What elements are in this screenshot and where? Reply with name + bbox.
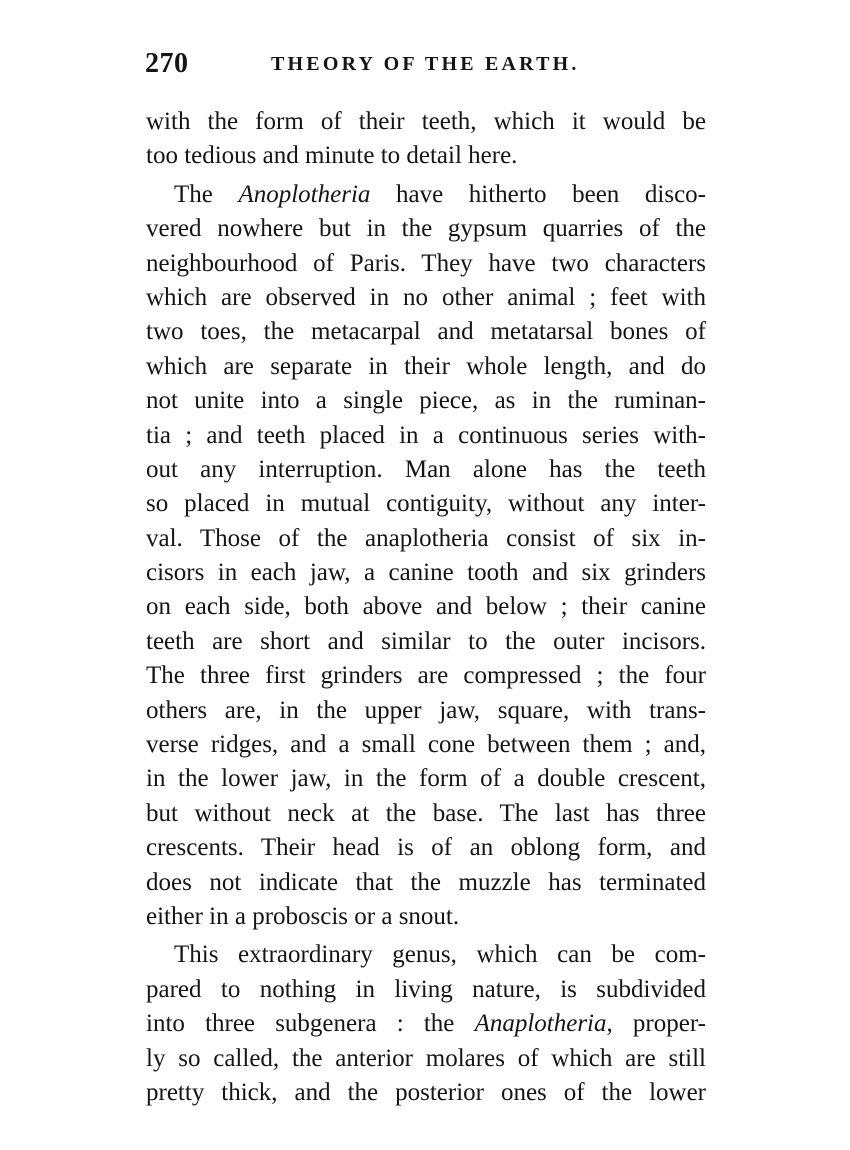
text-line: pretty thick, and the posterior ones of the lower (146, 1078, 706, 1106)
text-line: does not indicate that the muzzle has terminated (146, 868, 706, 896)
text-line: but without neck at the base. The last has three (146, 799, 706, 827)
text-line: The three first grinders are compressed ; the four (146, 662, 706, 690)
text-line: which are separate in their whole length, and do (146, 352, 706, 380)
text-line: into three subgenera : the Anaplotheria, proper- (146, 1010, 706, 1038)
italic-genus-name: Anoplotheria (238, 180, 371, 208)
text-line: so placed in mutual contiguity, without any inter- (146, 490, 706, 518)
text-line: tia ; and teeth placed in a continuous series with- (146, 421, 706, 449)
text-line: The Anoplotheria have hitherto been disco- (174, 180, 706, 208)
paragraph-1 (146, 105, 706, 174)
text-line: vered nowhere but in the gypsum quarries of the (146, 215, 706, 243)
text-line: on each side, both above and below ; their canine (146, 593, 706, 621)
text-line: pared to nothing in living nature, is subdivided (146, 975, 706, 1003)
running-head (145, 48, 705, 82)
text-line: not unite into a single piece, as in the ruminan- (146, 387, 706, 415)
paragraph-3 (146, 938, 706, 1110)
text-line: either in a proboscis or a snout. (146, 902, 460, 930)
italic-genus-name: Anaplotheria (474, 1010, 607, 1038)
text-line: verse ridges, and a small cone between them ; and, (146, 731, 706, 759)
text-line: val. Those of the anaplotheria consist of six in- (146, 524, 706, 552)
text-line: This extraordinary genus, which can be com- (174, 941, 706, 969)
text-line: ly so called, the anterior molares of which are still (146, 1044, 706, 1072)
text-line: neighbourhood of Paris. They have two characters (146, 249, 706, 277)
text-line: out any interruption. Man alone has the teeth (146, 455, 706, 483)
text-line: in the lower jaw, in the form of a double crescent, (146, 765, 706, 793)
text-line: cisors in each jaw, a canine tooth and six grinders (146, 559, 706, 587)
text-line: two toes, the metacarpal and metatarsal bones of (146, 318, 706, 346)
text-line: teeth are short and similar to the outer incisors. (146, 627, 706, 655)
page-number: 270 (145, 48, 189, 79)
paragraph-2 (146, 178, 706, 935)
text-line: which are observed in no other animal ; feet with (146, 283, 706, 311)
body-text (146, 105, 706, 1110)
text-line: crescents. Their head is of an oblong form, and (146, 834, 706, 862)
running-title: THEORY OF THE EARTH. (271, 53, 580, 75)
text-line: too tedious and minute to detail here. (146, 142, 518, 170)
text-line: others are, in the upper jaw, square, with trans- (146, 696, 706, 724)
text-line: with the form of their teeth, which it would be (146, 108, 706, 135)
